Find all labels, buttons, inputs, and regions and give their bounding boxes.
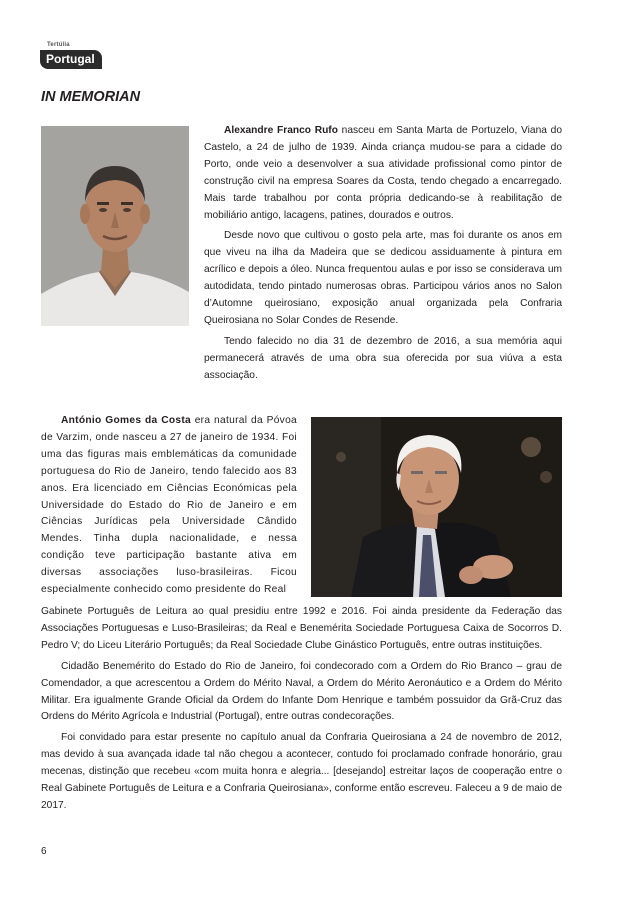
article-alexandre-paragraph-2: Desde novo que cultivou o gosto pela arte, mas foi durante os anos em que viveu na ilha da Madeira que se dedicou assiduamente à pintura em acrílico e depois a óleo. Nunca frequentou aulas e por isso se considerava um autodidata, tendo pintado numerosas obras. Participou vários anos no Salon d’Automne queirosiano, exposição anual organizada pela Confraria Queirosiana no Solar Condes de Resende.: [204, 230, 562, 326]
article-antonio-intro: [41, 413, 297, 599]
article-antonio-continued: [41, 604, 562, 815]
article-alexandre-p1-text: nasceu em Santa Marta de Portuzelo, Viana do Castelo, a 24 de julho de 1939. Ainda criança mudou-se para a cidade do Porto, onde veio a desenvolver a sua atividade profissional como pintor de construção civil na empresa Soares da Costa, tendo chegado a encarregado. Mais tarde trabalhou por conta própria dedicando-se à reabilitação de mobiliário antigo, lacagens, patines, dourados e outros.: [204, 125, 562, 221]
article-alexandre: [204, 123, 562, 385]
portrait-photo-alexandre: [41, 126, 189, 326]
article-antonio-paragraph-3: Foi convidado para estar presente no capítulo anual da Confraria Queirosiana a 24 de novembro de 2012, mas devido à sua avançada idade tal não chegou a acontecer, contudo foi proclamado confrade honorário, grau mecenas, distinção que recebeu «com muita honra e alegria... [desejando] estreitar laços de cooperação entre o Real Gabinete Português de Leitura e a Confraria Queirosiana», conforme então escreveu. Faleceu a 9 de maio de 2017.: [41, 732, 562, 811]
page-number: 6: [41, 846, 47, 857]
person-name-alexandre: Alexandre Franco Rufo: [224, 125, 338, 136]
portrait-photo-antonio: [311, 417, 562, 597]
article-antonio-p1-text: era natural da Póvoa de Varzim, onde nasceu a 27 de janeiro de 1934. Foi uma das figuras mais emblemáticas da comunidade portuguesa do Rio de Janeiro, tendo falecido aos 83 anos. Era licenciado em Ciências Económicas pela Universidade do Estado do Rio de Janeiro e em Ciências Jurídicas pela Universidade Cândido Mendes. Tinha dupla nacionalidade, e nessa condição teve participação bastante ativa em diversas associações luso-brasileiras. Ficou especialmente conhecido como presidente do Real: [41, 415, 298, 596]
article-alexandre-paragraph-1: [204, 123, 562, 224]
article-antonio-paragraph-2: Cidadão Benemérito do Estado do Rio de Janeiro, foi condecorado com a Ordem do Rio Branco – grau de Comendador, a que acrescentou a Ordem do Mérito Naval, a Ordem do Mérito Aeronáutico e a Ordem do Mérito Militar. Era igualmente Grande Oficial da Ordem do Infante Dom Henrique e também possuidor da Grã-Cruz das Ordens do Mérito Agrícola e Industrial (Portugal), entre outras condecorações.: [41, 660, 562, 723]
article-alexandre-paragraph-3: Tendo falecido no dia 31 de dezembro de 2016, a sua memória aqui permanecerá através de uma obra sua oferecida por sua viúva a esta associação.: [204, 335, 562, 381]
person-name-antonio: António Gomes da Costa: [61, 415, 192, 426]
article-antonio-paragraph-1-continued: Gabinete Português de Leitura ao qual presidiu entre 1992 e 2016. Foi ainda presidente da Federação das Associações Portuguesas e Luso-Brasileiras; da Real e Benemérita Sociedade Portuguesa Caixa de Socorros D. Pedro V; do Liceu Literário Português; da Real Sociedade Clube Ginástico Português, entre outras instituições.: [41, 606, 562, 651]
header-tag-top: Tertúlia: [47, 42, 70, 48]
article-antonio-paragraph-1: [41, 413, 297, 599]
header-tag: Portugal: [40, 50, 102, 69]
section-title: IN MEMORIAN: [41, 89, 141, 105]
